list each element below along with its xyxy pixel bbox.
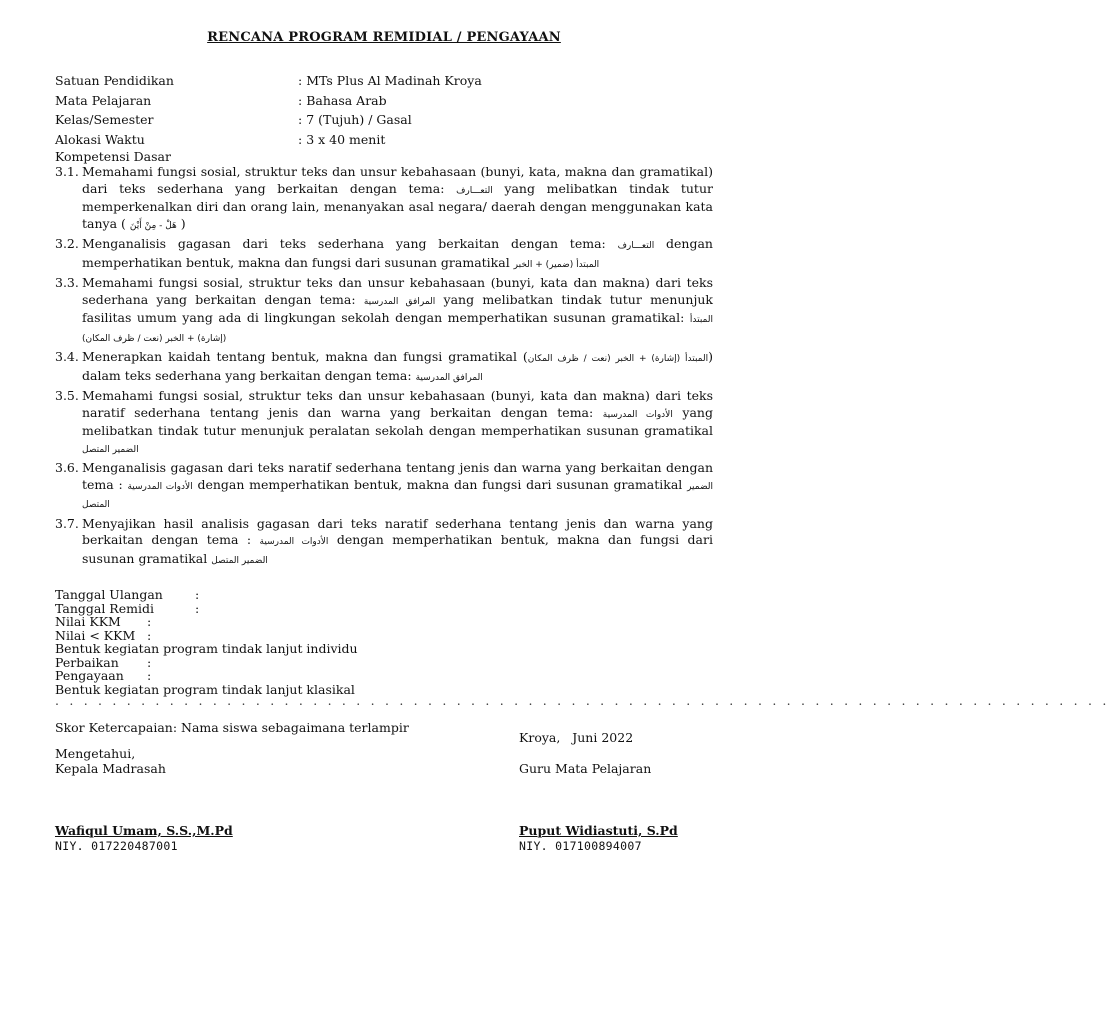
kd-number: 3.2.: [55, 236, 79, 251]
spacer-line: [55, 730, 233, 746]
field-colon: :: [147, 668, 152, 683]
document-title: RENCANA PROGRAM REMIDIAL / PENGAYAAN: [207, 30, 561, 45]
kd-text: [82, 275, 713, 347]
arabic-term: المبتدأ (ضمير) + الخبر: [513, 259, 600, 270]
kd-text-part: Menganalisis gagasan dari teks naratif sederhana tentang jenis dan warna yang berkaitan dengan tema :: [82, 460, 713, 492]
kd-item: [55, 460, 713, 514]
arabic-term: المبتدأ (إشارة) + الخبر (نعت / ظرف المكان: [527, 354, 709, 364]
arabic-term: الضمير المتصل: [211, 555, 268, 566]
info-label: Kelas/Semester: [55, 112, 154, 127]
kd-text-part: yang melibatkan tindak tutur menunjuk fasilitas umum yang ada di lingkungan sekolah dengan memperhatikan susunan gramatikal:: [82, 291, 713, 325]
field-colon: :: [147, 654, 152, 670]
field-label: Pengayaan: [55, 668, 124, 683]
arabic-term: المرافق المدرسية: [363, 296, 436, 307]
kd-item: [55, 388, 713, 458]
info-row-kelas: [55, 110, 713, 130]
kd-text-part: Memahami fungsi sosial, struktur teks dan unsur kebahasaan (bunyi, kata dan makna) dari teks sederhana yang berkaitan dengan tema:: [82, 275, 713, 307]
arabic-term: هَلْ - مِنْ أَيْنَ: [129, 220, 177, 231]
signature-left: [55, 730, 233, 854]
right-signer-name: Puput Widiastuti, S.Pd: [519, 823, 678, 838]
kd-text-part: Menerapkan kaidah tentang bentuk, makna dan fungsi gramatikal (: [82, 349, 528, 364]
individu-heading: Bentuk kegiatan program tindak lanjut individu: [55, 641, 358, 656]
guru-label: Guru Mata Pelajaran: [519, 761, 652, 776]
kd-number: 3.4.: [55, 349, 79, 364]
spacer-line: [519, 792, 678, 808]
klasikal-heading: Bentuk kegiatan program tindak lanjut klasikal: [55, 681, 355, 697]
kd-number: 3.6.: [55, 460, 79, 475]
kd-text: [82, 164, 713, 234]
kd-text-part: Menganalisis gagasan dari teks sederhana yang berkaitan dengan tema:: [82, 236, 606, 251]
kd-number: 3.1.: [55, 164, 79, 179]
arabic-term: التعـــارف: [617, 241, 655, 251]
place-date: Kroya, Juni 2022: [519, 730, 634, 745]
kd-number: 3.5.: [55, 388, 79, 403]
field-colon: :: [147, 627, 152, 643]
field-label: Perbaikan: [55, 654, 119, 670]
arabic-term: الضمير المتصل: [82, 481, 713, 510]
info-row-mapel: [55, 91, 713, 111]
kd-text: [82, 349, 713, 386]
arabic-term: التعـــارف: [456, 185, 493, 196]
kd-text-part: ): [180, 215, 186, 231]
kd-text-part: Memahami fungsi sosial, struktur teks dan unsur kebahasaan (bunyi, kata, makna dan gramatikal) dari teks sederhana yang berkaitan dengan tema:: [82, 164, 713, 196]
dotted-line: . . . . . . . . . . . . . . . . . . . . . . . . . . . . . . . . . . . . . . . . . . . . . . . . . . . . . . . . . . . . . . . . . . . . . . . . . .: [55, 693, 1110, 708]
followup-section: [55, 587, 1110, 736]
kd-item: [55, 516, 713, 570]
spacer-line: [519, 808, 678, 824]
spacer: [55, 571, 713, 588]
field-perbaikan: [55, 656, 713, 670]
kd-item: [55, 349, 713, 386]
kd-text: [82, 388, 713, 458]
field-colon: :: [195, 587, 200, 602]
field-colon: :: [147, 614, 152, 629]
info-table: [55, 71, 713, 149]
spacer-line: [519, 746, 678, 762]
skor-ketercapaian: Skor Ketercapaian: Nama siswa sebagaimana terlampir: [55, 720, 409, 735]
arabic-term: المبتدأ (إشارة) + الخبر (نعت / ظرف المكان): [82, 315, 713, 344]
kd-text: [82, 516, 713, 570]
info-row-satuan: [55, 71, 713, 91]
spacer-line: [519, 777, 678, 793]
kd-text-part: yang melibatkan tindak tutur menunjuk peralatan sekolah dengan memperhatikan susunan gramatikal: [82, 404, 713, 438]
right-signer-niy: NIY. 017100894007: [519, 838, 642, 853]
info-label: Satuan Pendidikan: [55, 73, 174, 88]
kd-text-part: Menyajikan hasil analisis gagasan dari teks naratif sederhana tentang jenis dan warna yang berkaitan dengan tema :: [82, 515, 713, 547]
left-signer-name: Wafiqul Umam, S.S.,M.Pd: [55, 823, 233, 838]
spacer-line: [55, 808, 233, 824]
field-nilai-below-kkm: [55, 629, 713, 643]
field-nilai-kkm: [55, 615, 713, 629]
kd-number: 3.3.: [55, 275, 79, 290]
info-row-alokasi: [55, 130, 713, 150]
kd-item: [55, 236, 713, 273]
arabic-term: الأدوات المدرسية: [127, 481, 193, 492]
spacer-line: [55, 777, 233, 793]
field-tanggal-remidi: [55, 602, 713, 616]
info-value: : Bahasa Arab: [298, 91, 387, 111]
field-pengayaan: [55, 669, 713, 683]
info-value: : 7 (Tujuh) / Gasal: [298, 110, 412, 130]
spacer-line: [55, 792, 233, 808]
info-label: Alokasi Waktu: [55, 131, 145, 147]
field-label: Nilai < KKM: [55, 627, 136, 643]
arabic-term: الضمير المتصل: [82, 444, 139, 455]
kd-text-part: dengan memperhatikan bentuk, makna dan fungsi dari susunan gramatikal: [197, 476, 683, 492]
kd-text-part: ) dalam teks sederhana yang berkaitan dengan tema:: [82, 349, 713, 383]
info-value: : MTs Plus Al Madinah Kroya: [298, 71, 482, 91]
field-colon: :: [195, 600, 200, 616]
kd-text: [82, 460, 713, 514]
field-tanggal-ulangan: [55, 588, 713, 602]
left-signer-niy: NIY. 017220487001: [55, 838, 178, 853]
kd-text-part: yang melibatkan tindak tutur memperkenalkan diri dan orang lain, menanyakan asal negara/ daerah dengan menggunakan kata tanya (: [82, 180, 713, 231]
kd-text-part: dengan memperhatikan bentuk, makna dan fungsi dari susunan gramatikal: [82, 236, 713, 270]
info-value: : 3 x 40 menit: [298, 130, 385, 150]
kd-text-part: dengan memperhatikan bentuk, makna dan fungsi dari susunan gramatikal: [82, 532, 713, 566]
kd-text: [82, 236, 713, 273]
arabic-term: المرافق المدرسية: [415, 372, 483, 383]
kd-heading: Kompetensi Dasar: [55, 149, 171, 164]
kd-number: 3.7.: [55, 515, 79, 531]
kd-item: [55, 275, 713, 347]
arabic-term: الأدوات المدرسية: [602, 409, 673, 420]
field-label: Tanggal Ulangan: [55, 587, 163, 602]
kd-text-part: Memahami fungsi sosial, struktur teks dan unsur kebahasaan (bunyi, kata dan makna) dari teks naratif sederhana tentang jenis dan warna yang berkaitan dengan tema:: [82, 388, 713, 420]
kd-item: [55, 164, 713, 234]
signature-right: [519, 730, 678, 854]
arabic-term: الأدوات المدرسية: [259, 537, 329, 547]
mengetahui-label: Mengetahui,: [55, 745, 136, 761]
kd-list: [55, 164, 713, 569]
field-label: Tanggal Remidi: [55, 600, 154, 616]
info-label: Mata Pelajaran: [55, 92, 152, 108]
field-label: Nilai KKM: [55, 614, 121, 629]
kepala-label: Kepala Madrasah: [55, 761, 166, 776]
